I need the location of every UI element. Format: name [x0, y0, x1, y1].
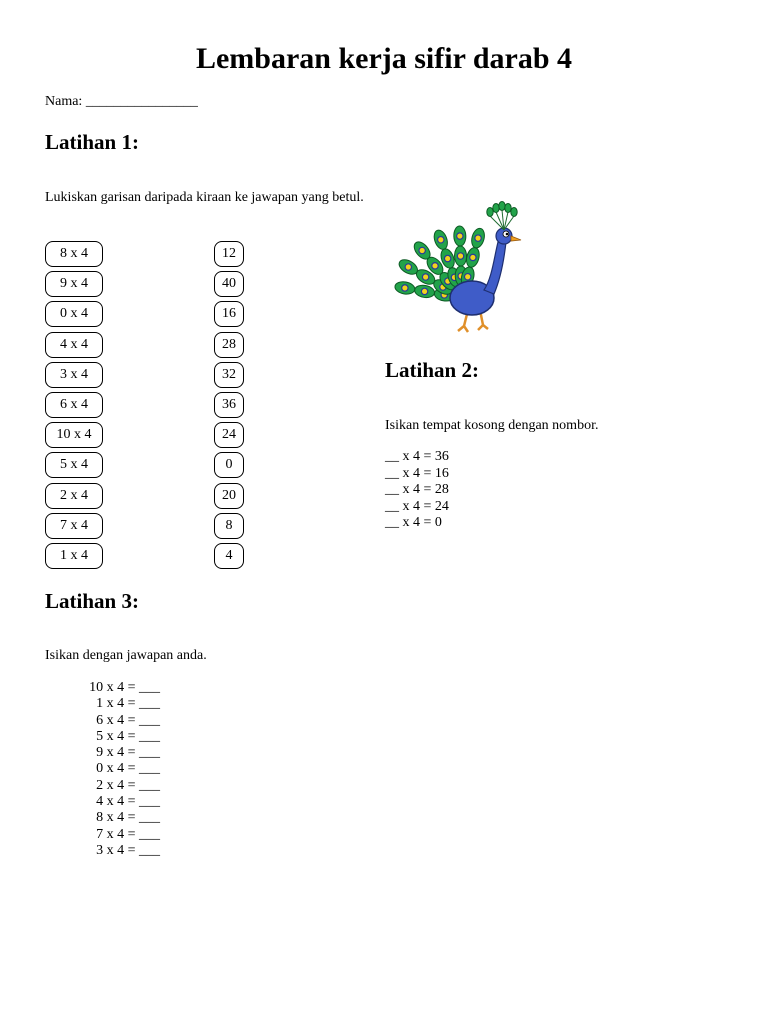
calculation-box[interactable]: 5 x 4	[45, 452, 103, 478]
peacock-neck	[484, 242, 506, 294]
latihan-2-heading: Latihan 2:	[385, 358, 479, 382]
calculation-box[interactable]: 0 x 4	[45, 301, 103, 327]
calculation-box[interactable]: 2 x 4	[45, 483, 103, 509]
crest-feather	[487, 208, 493, 217]
feather-eye	[457, 233, 463, 239]
feather-eye	[421, 288, 427, 294]
fill-blank-item: __ x 4 = 36	[385, 449, 449, 464]
feather-eye	[419, 247, 425, 253]
fill-blank-item: __ x 4 = 24	[385, 498, 449, 514]
calculation-box[interactable]: 9 x 4	[45, 271, 103, 297]
answer-box[interactable]: 0	[214, 452, 244, 478]
crest-feather	[493, 204, 499, 213]
feather-eye	[464, 274, 470, 280]
calculation-box[interactable]: 6 x 4	[45, 392, 103, 418]
feather-eye	[470, 254, 476, 260]
answer-item: 5 x 4 = ___	[96, 728, 160, 744]
latihan-3-heading: Latihan 3:	[45, 589, 139, 613]
answer-box[interactable]: 32	[214, 362, 244, 388]
calculation-box[interactable]: 4 x 4	[45, 332, 103, 358]
feather-eye	[438, 237, 444, 243]
crest-feather	[511, 208, 517, 217]
answer-box[interactable]: 36	[214, 392, 244, 418]
feather-eye	[457, 253, 463, 259]
feather-eye	[405, 264, 411, 270]
calculation-box[interactable]: 1 x 4	[45, 543, 103, 569]
calculation-box[interactable]: 8 x 4	[45, 241, 103, 267]
peacock-icon	[384, 200, 526, 342]
fill-blank-item: __ x 4 = 16	[385, 465, 449, 481]
answer-item: 8 x 4 = ___	[96, 810, 160, 826]
feather-eye	[402, 285, 408, 291]
answer-column	[214, 241, 244, 573]
answer-item: 7 x 4 = ___	[96, 826, 160, 842]
latihan-2-list	[385, 449, 449, 532]
answer-item: 4 x 4 = ___	[96, 794, 160, 810]
answer-item: 10 x 4 = ___	[89, 680, 160, 695]
name-field-label: Nama: ________________	[45, 94, 198, 109]
answer-box[interactable]: 40	[214, 271, 244, 297]
answer-item: 2 x 4 = ___	[96, 777, 160, 793]
answer-box[interactable]: 20	[214, 483, 244, 509]
fill-blank-item: __ x 4 = 0	[385, 515, 442, 531]
answer-box[interactable]: 28	[214, 332, 244, 358]
peacock-beak	[511, 236, 521, 241]
latihan-3-instruction: Isikan dengan jawapan anda.	[45, 648, 207, 663]
latihan-1-heading: Latihan 1:	[45, 130, 139, 154]
answer-item: 6 x 4 = ___	[96, 712, 160, 728]
answer-item: 0 x 4 = ___	[96, 761, 160, 777]
feather-eye	[444, 255, 450, 261]
answer-box[interactable]: 8	[214, 513, 244, 539]
calculation-column	[45, 241, 103, 573]
feather-eye	[432, 263, 438, 269]
latihan-3-list	[70, 680, 160, 859]
crest-feather	[505, 204, 511, 213]
feather-eye	[475, 235, 481, 241]
feather-eye	[422, 274, 428, 280]
calculation-box[interactable]: 7 x 4	[45, 513, 103, 539]
answer-item: 1 x 4 = ___	[96, 696, 160, 712]
fill-blank-item: __ x 4 = 28	[385, 482, 449, 498]
answer-box[interactable]: 12	[214, 241, 244, 267]
page-title: Lembaran kerja sifir darab 4	[195, 42, 573, 75]
latihan-1-instruction: Lukiskan garisan daripada kiraan ke jawapan yang betul.	[45, 190, 364, 205]
answer-item: 3 x 4 = ___	[96, 842, 160, 858]
calculation-box[interactable]: 3 x 4	[45, 362, 103, 388]
latihan-2-instruction: Isikan tempat kosong dengan nombor.	[385, 418, 599, 433]
calculation-box[interactable]: 10 x 4	[45, 422, 103, 448]
answer-box[interactable]: 4	[214, 543, 244, 569]
crest-feather	[499, 202, 505, 211]
answer-box[interactable]: 16	[214, 301, 244, 327]
answer-box[interactable]: 24	[214, 422, 244, 448]
answer-item: 9 x 4 = ___	[96, 745, 160, 761]
